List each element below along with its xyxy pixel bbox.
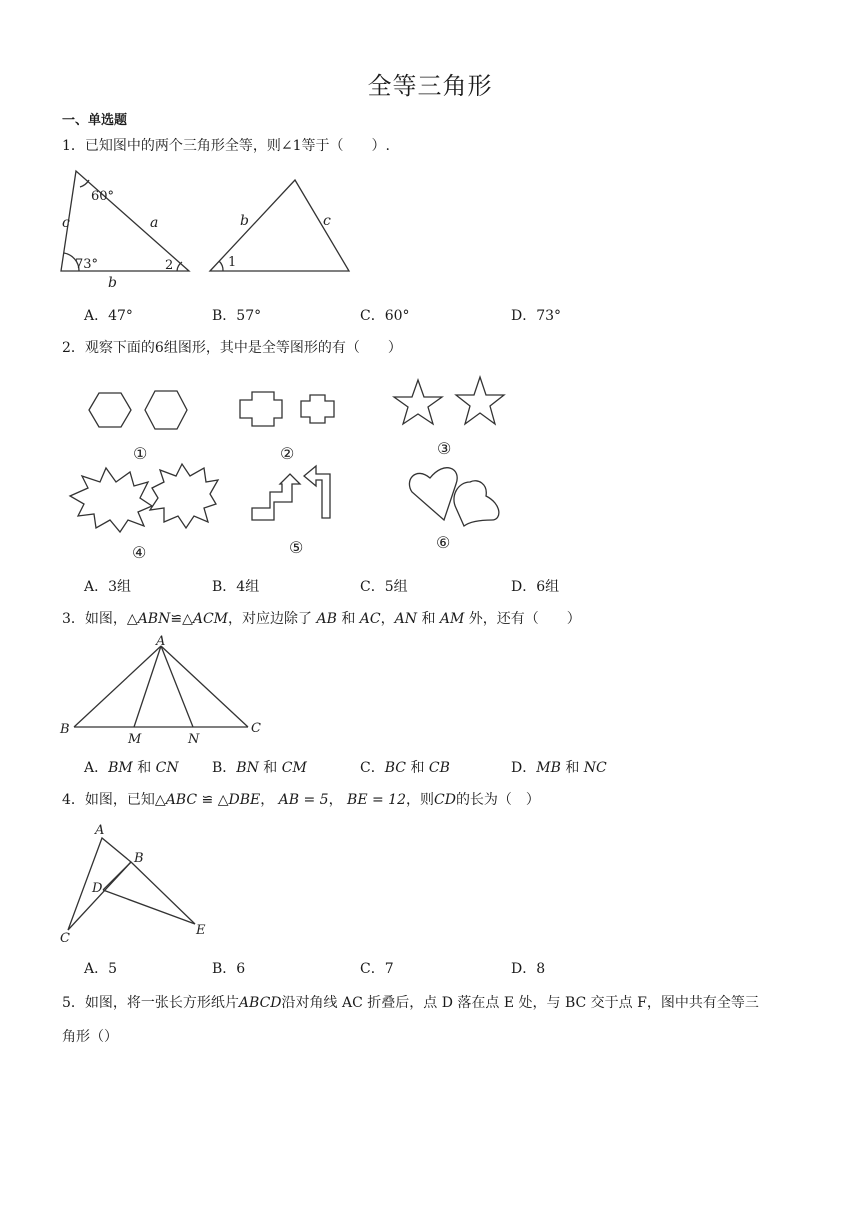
q4-label-D: D	[92, 881, 103, 896]
q2-label-3: ③	[437, 439, 452, 458]
question-2-text: 2．观察下面的6组图形，其中是全等图形的有（ ）	[62, 340, 402, 356]
question-5-text-cont: 角形（）	[62, 1029, 118, 1045]
q3-label-N: N	[188, 732, 200, 747]
question-4-figure	[58, 820, 218, 946]
q1-option-d[interactable]: D．73°	[511, 308, 562, 324]
q4-label-B: B	[134, 851, 144, 866]
question-2-figure	[60, 370, 520, 565]
q1-angle-60: 60°	[91, 189, 115, 204]
q2-label-6: ⑥	[436, 533, 451, 552]
q1-angle-73: 73°	[75, 257, 99, 272]
q3-option-c[interactable]: C．BC 和 CB	[360, 760, 450, 776]
question-4-options	[84, 958, 784, 978]
q2-label-5: ⑤	[289, 538, 304, 557]
q1-side-c: c	[62, 215, 70, 231]
q3-label-C: C	[251, 721, 261, 736]
q4-label-E: E	[196, 923, 206, 938]
q1-side-b: b	[108, 275, 117, 291]
q4-label-A: A	[95, 823, 105, 838]
question-3-figure	[58, 635, 268, 747]
q1-option-c[interactable]: C．60°	[360, 308, 410, 324]
q3-label-M: M	[128, 732, 142, 747]
q2-option-d[interactable]: D．6组	[511, 579, 560, 595]
page-title: 全等三角形	[367, 72, 493, 100]
q1-side-b2: b	[240, 213, 249, 229]
q4-option-a[interactable]: A．5	[84, 961, 118, 977]
q2-option-b[interactable]: B．4组	[212, 579, 260, 595]
question-2-options	[84, 576, 784, 596]
q3-option-b[interactable]: B．BN 和 CM	[212, 760, 307, 776]
q1-angle-1: 1	[228, 255, 237, 270]
q1-side-a: a	[150, 215, 159, 231]
q3-label-A: A	[156, 634, 166, 649]
question-4-text: 4．如图，已知△ABC ≌ △DBE， AB = 5， BE = 12，则CD的长为（ ）	[62, 792, 540, 808]
q3-option-a[interactable]: A．BM 和 CN	[84, 760, 179, 776]
question-1-options	[84, 305, 784, 325]
q2-option-c[interactable]: C．5组	[360, 579, 408, 595]
question-3-text: 3．如图，△ABN≌△ACM，对应边除了 AB 和 AC，AN 和 AM 外，还有（ ）	[62, 611, 581, 627]
q2-label-2: ②	[280, 444, 295, 463]
q3-option-d[interactable]: D．MB 和 NC	[511, 760, 607, 776]
section-heading: 一、单选题	[62, 113, 128, 128]
q4-option-d[interactable]: D．8	[511, 961, 546, 977]
q1-option-a[interactable]: A．47°	[84, 308, 133, 324]
question-1-text: 1．已知图中的两个三角形全等，则∠1等于（ ）.	[62, 138, 390, 154]
q1-side-c2: c	[323, 213, 331, 229]
q2-option-a[interactable]: A．3组	[84, 579, 132, 595]
q4-option-b[interactable]: B．6	[212, 961, 246, 977]
question-5-text: 5．如图，将一张长方形纸片ABCD沿对角线 AC 折叠后，点 D 落在点 E 处，与 BC 交于点 F，图中共有全等三	[62, 995, 759, 1011]
q4-option-c[interactable]: C．7	[360, 961, 394, 977]
question-1-figure	[55, 165, 365, 290]
q3-label-B: B	[60, 722, 70, 737]
q4-label-C: C	[60, 931, 70, 946]
q1-option-b[interactable]: B．57°	[212, 308, 262, 324]
q1-angle-2: 2	[165, 258, 174, 273]
q2-label-4: ④	[132, 543, 147, 562]
question-3-options	[84, 757, 784, 777]
q2-label-1: ①	[133, 444, 148, 463]
